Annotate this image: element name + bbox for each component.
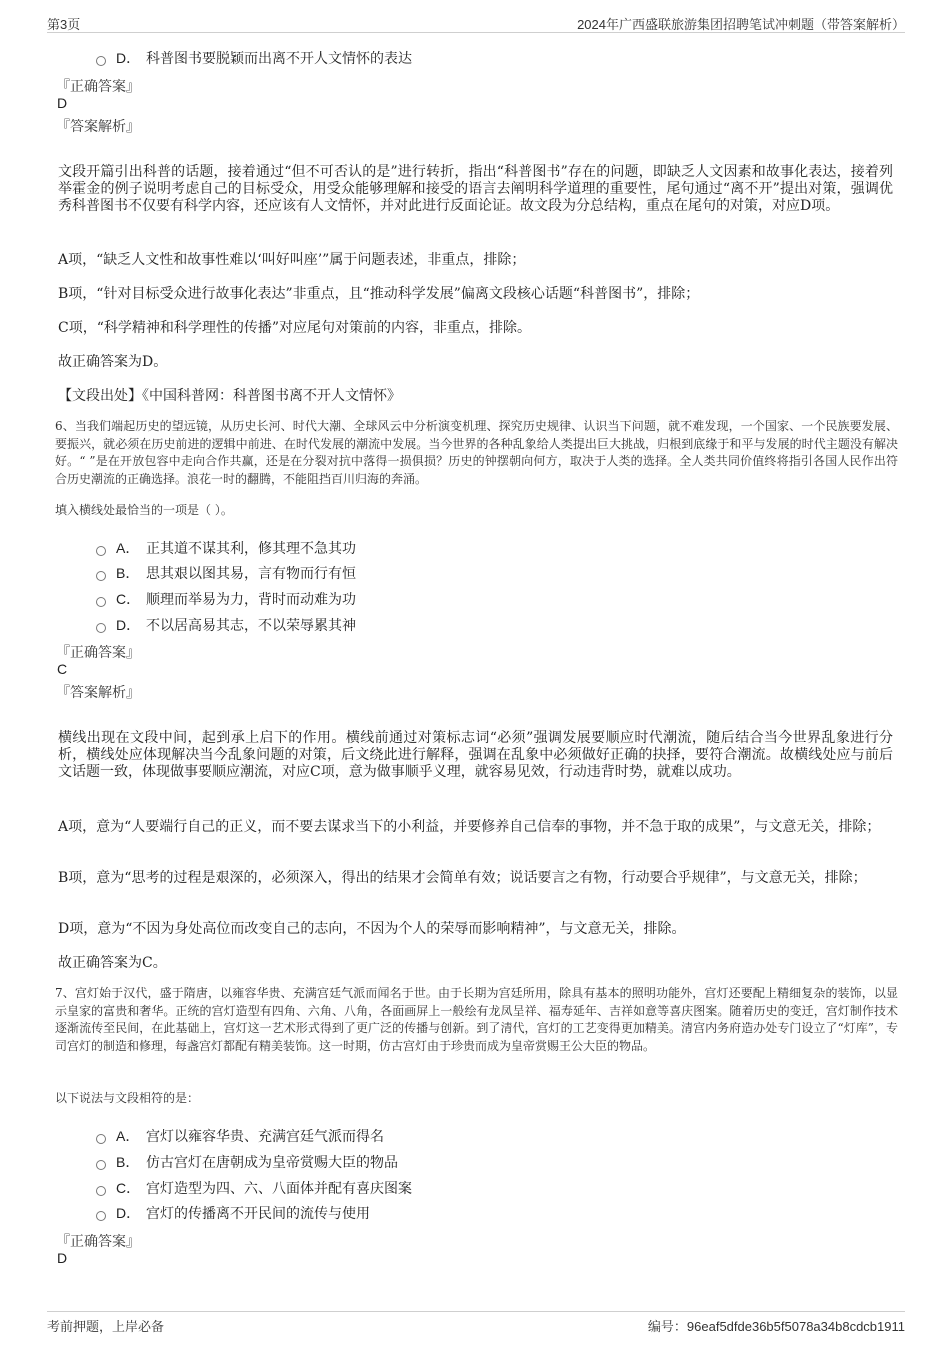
q6-option-b[interactable]: B． 思其艰以图其易，言有物而行有恒	[96, 563, 356, 583]
q5-analysis-a: A项，“缺乏人文性和故事性难以‘叫好叫座’”属于问题表述，非重点，排除；	[58, 252, 526, 268]
q6-prompt: 填入横线处最恰当的一项是（ ）。	[55, 503, 233, 517]
q6-analysis-b: B项，意为“思考的过程是艰深的，必须深入，得出的结果才会简单有效；说话要言之有物，行动要合乎规律”，与文意无关，排除；	[58, 870, 867, 886]
q7-prompt: 以下说法与文段相符的是：	[55, 1091, 200, 1105]
q5-answer-label: 『正确答案』	[56, 79, 140, 95]
q6-analysis-label: 『答案解析』	[56, 685, 140, 701]
radio-icon[interactable]	[96, 1160, 106, 1170]
option-text: 宫灯以雍容华贵、充满宫廷气派而得名	[146, 1129, 384, 1145]
page-number: 第3页	[47, 17, 81, 32]
radio-icon[interactable]	[96, 546, 106, 556]
q5-option-d[interactable]: D． 科普图书要脱颖而出离不开人文情怀的表达	[96, 48, 412, 68]
option-text: 顺理而举易为力，背时而动难为功	[146, 592, 356, 608]
q6-option-d[interactable]: D． 不以居高易其志，不以荣辱累其神	[96, 615, 356, 635]
q5-analysis-c: C项，“科学精神和科学理性的传播”对应尾句对策前的内容，非重点，排除。	[58, 320, 532, 336]
q6-option-c[interactable]: C． 顺理而举易为力，背时而动难为功	[96, 589, 356, 609]
q6-option-a[interactable]: A． 正其道不谋其利，修其理不急其功	[96, 538, 356, 558]
footer-code: 编号：96eaf5dfde36b5f5078a34b8cdcb1911	[647, 1319, 905, 1334]
q6-analysis-summary: 横线出现在文段中间，起到承上启下的作用。横线前通过对策标志词“必须”强调发展要顺应时代潮流，随后结合当今世界乱象进行分析，横线处应体现解决当今乱象问题的对策，后文绕此进行解释，强调在乱象中必须做好正确的抉择，要符合潮流。故横线处应与前后文话题一致，体现做事要顺应潮流，对应C项，意为做事顺乎义理，就容易见效，行动违背时势，就难以成功。	[58, 730, 893, 780]
option-text: 宫灯造型为四、六、八面体并配有喜庆图案	[146, 1181, 412, 1197]
q7-answer-label: 『正确答案』	[56, 1234, 140, 1250]
q7-option-a[interactable]: A． 宫灯以雍容华贵、充满宫廷气派而得名	[96, 1126, 384, 1146]
option-text: 科普图书要脱颖而出离不开人文情怀的表达	[146, 51, 412, 67]
page-footer	[47, 1311, 905, 1334]
q5-answer: D	[57, 95, 68, 111]
q5-analysis-b: B项，“针对目标受众进行故事化表达”非重点，且“推动科学发展”偏离文段核心话题“科普图书”，排除；	[58, 286, 700, 302]
q7-option-b[interactable]: B． 仿古宫灯在唐朝成为皇帝赏赐大臣的物品	[96, 1152, 398, 1172]
q5-analysis-conclusion: 故正确答案为D。	[58, 354, 168, 370]
radio-icon[interactable]	[96, 597, 106, 607]
page-header	[47, 12, 905, 33]
q5-text-source: 【文段出处】《中国科普网：科普图书离不开人文情怀》	[58, 388, 401, 404]
footer-note: 考前押题，上岸必备	[47, 1319, 165, 1334]
option-text: 不以居高易其志，不以荣辱累其神	[146, 618, 356, 634]
q7-question: 7、宫灯始于汉代，盛于隋唐，以雍容华贵、充满宫廷气派而闻名于世。由于长期为宫廷所用，除具有基本的照明功能外，宫灯还要配上精细复杂的装饰，以显示皇家的富贵和奢华。正统的宫灯造型有四角、六角、八角，各面画屏上一般绘有龙凤呈祥、福寿延年、吉祥如意等喜庆图案。随着历史的变迁，宫灯制作技术逐渐流传至民间，在此基础上，宫灯这一艺术形式得到了更广泛的传播与创新。到了清代，宫灯的工艺变得更加精美。清宫内务府造办处专门设立了“灯库”，专司宫灯的制造和修理，每盏宫灯都配有精美装饰。这一时期，仿古宫灯由于珍贵而成为皇帝赏赐王公大臣的物品。	[55, 986, 898, 1053]
q5-analysis-summary: 文段开篇引出科普的话题，接着通过“但不可否认的是”进行转折，指出“科普图书”存在的问题，即缺乏人文因素和故事化表达，接着列举霍金的例子说明考虑自己的目标受众，用受众能够理解和接受的语言去阐明科学道理的重要性，尾句通过“离不开”提出对策，强调优秀科普图书不仅要有科学内容，还应该有人文情怀，并对此进行反面论证。故文段为分总结构，重点在尾句的对策，对应D项。	[58, 164, 893, 214]
q6-analysis-conclusion: 故正确答案为C。	[58, 955, 167, 971]
option-text: 仿古宫灯在唐朝成为皇帝赏赐大臣的物品	[146, 1155, 398, 1171]
q6-analysis-a: A项，意为“人要端行自己的正义，而不要去谋求当下的小利益，并要修养自己信奉的事物，并不急于取的成果”，与文意无关，排除；	[58, 819, 881, 835]
q6-question: 6、当我们端起历史的望远镜，从历史长河、时代大潮、全球风云中分析演变机理、探究历史规律、认识当下问题，就不难发现，一个国家、一个民族要发展、要振兴，就必须在历史前进的逻辑中前进、在时代发展的潮流中发展。当今世界的各种乱象给人类提出巨大挑战，归根到底缘于和平与发展的时代主题没有解决好。“ ”是在开放包容中走向合作共赢，还是在分裂对抗中落得一损俱损？历史的钟摆朝向何方，取决于人类的选择。全人类共同价值终将指引各国人民作出符合历史潮流的正确选择。浪花一时的翻腾，不能阻挡百川归海的奔涌。	[55, 419, 898, 486]
radio-icon[interactable]	[96, 571, 106, 581]
radio-icon[interactable]	[96, 623, 106, 633]
q7-option-d[interactable]: D． 宫灯的传播离不开民间的流传与使用	[96, 1203, 370, 1223]
q5-analysis-label: 『答案解析』	[56, 119, 140, 135]
option-text: 正其道不谋其利，修其理不急其功	[146, 541, 356, 557]
q6-answer-label: 『正确答案』	[56, 645, 140, 661]
radio-icon[interactable]	[96, 1211, 106, 1221]
option-text: 思其艰以图其易，言有物而行有恒	[146, 566, 356, 582]
radio-icon[interactable]	[96, 1186, 106, 1196]
option-text: 宫灯的传播离不开民间的流传与使用	[146, 1206, 370, 1222]
q6-answer: C	[57, 661, 68, 677]
radio-icon[interactable]	[96, 56, 106, 66]
radio-icon[interactable]	[96, 1134, 106, 1144]
q7-answer: D	[57, 1250, 68, 1266]
document-title: 2024年广西盛联旅游集团招聘笔试冲刺题（带答案解析）	[577, 17, 905, 32]
q6-analysis-d: D项，意为“不因为身处高位而改变自己的志向，不因为个人的荣辱而影响精神”，与文意无关，排除。	[58, 921, 686, 937]
q7-option-c[interactable]: C． 宫灯造型为四、六、八面体并配有喜庆图案	[96, 1178, 412, 1198]
